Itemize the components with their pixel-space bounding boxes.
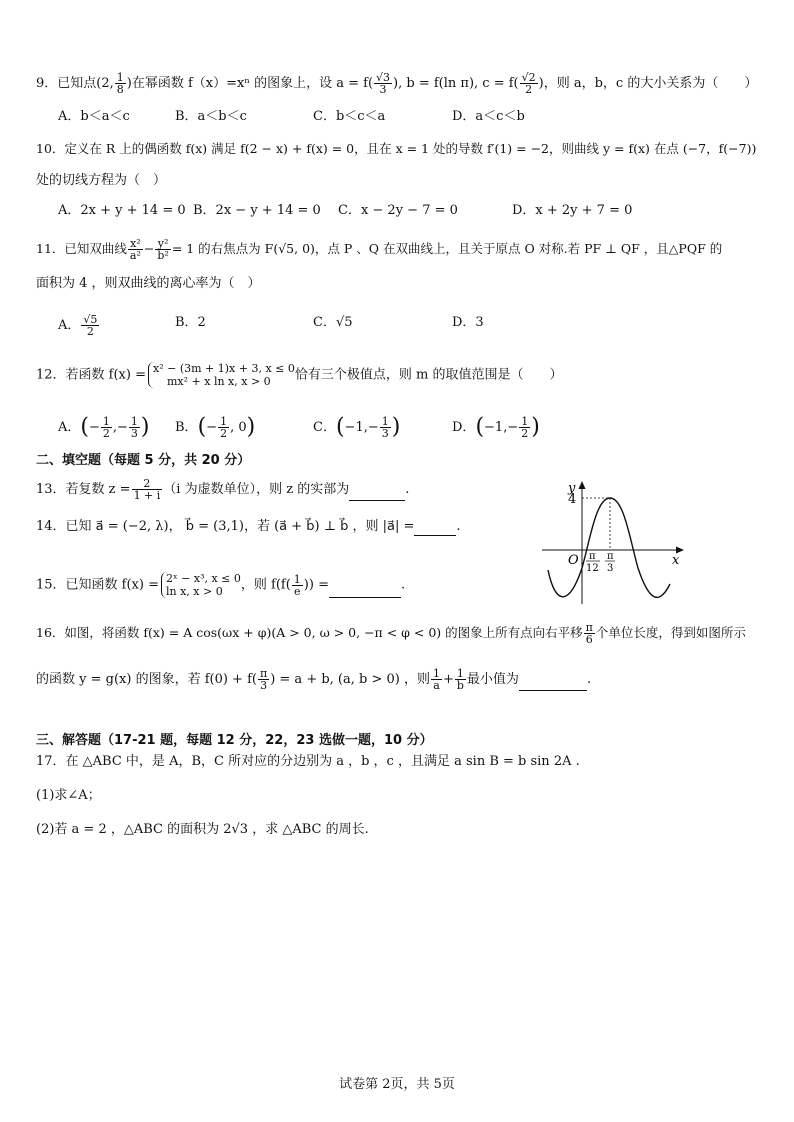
q9-option-a: A．b＜a＜c	[58, 109, 130, 124]
q10-line2: 处的切线方程为（ ）	[36, 173, 167, 188]
cosine-graph	[538, 478, 688, 606]
y-tick-label: 4	[568, 492, 577, 507]
x-tick1-den: 12	[586, 563, 599, 574]
question-9: 9．已知点(2, $\frac{1}{8}$ )在幂函数 f（x）=xⁿ 的图象上，设 a = f( $\frac{√3}{3}$ ), b = f(ln π), c = f( $\frac{√2}{2}$ )，则 a，b，c 的大小关系为（ ）	[36, 71, 758, 96]
x-tick2-den: 3	[607, 563, 614, 574]
y-axis-label: y	[568, 481, 576, 496]
q9-option-d: D．a＜c＜b	[452, 109, 525, 124]
q11-option-c: C．√5	[313, 315, 353, 330]
q12-option-c: C．(−1,− $\frac{1}{3}$ )	[313, 414, 401, 440]
q11-option-d: D．3	[452, 315, 484, 330]
question-12: 12．若函数 f(x) = x² − (3m + 1)x + 3, x ≤ 0 mx² + x ln x, x > 0 恰有三个极值点，则 m 的取值范围是（ ）	[36, 362, 563, 388]
q11-option-a: A． $\frac{√5}{2}$	[58, 313, 98, 338]
page-footer: 试卷第 2页，共 5页	[339, 1077, 455, 1092]
q15-answer-blank[interactable]	[329, 597, 401, 598]
q10-line1: 10．定义在 R 上的偶函数 f(x) 满足 f(2 − x) + f(x) = 0，且在 x = 1 处的导数 f′(1) = −2，则曲线 y = f(x) 在点 (−7，f(−7))	[36, 141, 757, 156]
x-tick2-num: π	[607, 551, 614, 562]
q9-a-fraction: $\frac{√3}{3}$	[376, 71, 391, 96]
section-3-heading: 三、解答题（17-21 题，每题 12 分，22，23 选做一题，10 分）	[36, 733, 433, 748]
q15-piecewise: 2ˣ − x³, x ≤ 0 ln x, x > 0	[161, 572, 241, 598]
q16-line1: 16．如图，将函数 f(x) = A cos(ωx + φ)(A > 0, ω > 0, −π < φ < 0) 的图象上所有点向右平移 $\frac{\pi}{6}$ 个单位长度，得到如图所示	[36, 621, 746, 646]
cosine-curve	[548, 498, 670, 597]
q11-option-b: B．2	[175, 315, 206, 330]
q10-option-a: A．2x + y + 14 = 0	[58, 203, 186, 218]
q10-option-b: B．2x − y + 14 = 0	[193, 203, 321, 218]
question-11: 11．已知双曲线 $\frac{\text{x²}}{\text{a²}}$ − $\frac{\text{y²}}{\text{b²}}$ = 1 的右焦点为 F(√5, 0)，点 P 、Q 在双曲线上，且关于原点 O 对称.若 PF ⊥ QF ，且△PQF 的	[36, 237, 723, 262]
q12-option-b: B．(− $\frac{1}{2}$ , 0)	[175, 414, 256, 440]
q11-x-fraction: $\frac{\text{x²}}{\text{a²}}$	[129, 237, 141, 262]
q9-point-fraction: $\frac{1}{8}$	[116, 71, 124, 96]
y-axis-arrow	[579, 481, 586, 489]
q11-line2: 面积为 4 ，则双曲线的离心率为（ ）	[36, 276, 261, 291]
q12-option-a: A．(− $\frac{1}{2}$ ,− $\frac{1}{3}$ )	[58, 414, 150, 440]
x-tick1-num: π	[589, 551, 596, 562]
question-13: 13．若复数 z = $\frac{2}{1 + i}$ （i 为虚数单位），则 z 的实部为 .	[36, 477, 410, 502]
q9-c-fraction: $\frac{√2}{2}$	[521, 71, 536, 96]
q16-line2: 的函数 y = g(x) 的图象，若 f(0) + f( $\frac{\pi}{3}$ ) = a + b, (a, b > 0) ，则 $\frac{1}{a}$ + $\frac{1}{b}$ 最小值为 .	[36, 667, 592, 692]
x-axis-label: x	[672, 553, 680, 568]
q14-answer-blank[interactable]	[414, 535, 456, 536]
q17-line1: 17．在 △ABC 中，是 A，B，C 所对应的分边别为 a ，b ，c ，且满足 a sin B = b sin 2A .	[36, 754, 580, 769]
q9-text-a: 9．已知点	[36, 76, 97, 91]
origin-label: O	[568, 553, 579, 568]
q13-fraction: $\frac{2}{1 + i}$	[133, 477, 161, 502]
q12-option-d: D．(−1,− $\frac{1}{2}$ )	[452, 414, 540, 440]
q10-option-c: C．x − 2y − 7 = 0	[338, 203, 458, 218]
question-15: 15．已知函数 f(x) = 2ˣ − x³, x ≤ 0 ln x, x > 0 ，则 f(f( $\frac{1}{e}$ )) = .	[36, 572, 406, 598]
section-2-heading: 二、填空题（每题 5 分，共 20 分）	[36, 453, 251, 468]
q17-part1: (1)求∠A；	[36, 788, 101, 803]
q13-answer-blank[interactable]	[349, 500, 405, 501]
q10-option-d: D．x + 2y + 7 = 0	[512, 203, 633, 218]
q17-part2: (2)若 a = 2 ，△ABC 的面积为 2√3 ，求 △ABC 的周长.	[36, 822, 369, 837]
q12-piecewise: x² − (3m + 1)x + 3, x ≤ 0 mx² + x ln x, x > 0	[148, 362, 295, 388]
q9-option-b: B．a＜b＜c	[175, 109, 247, 124]
q11-y-fraction: $\frac{\text{y²}}{\text{b²}}$	[157, 237, 169, 262]
q9-option-c: C．b＜c＜a	[313, 109, 386, 124]
q16-answer-blank[interactable]	[519, 690, 587, 691]
question-14: 14．已知 a⃗ = (−2, λ)， b⃗ = (3,1)，若 (a⃗ + b⃗) ⊥ b⃗ ，则 |a⃗| = .	[36, 519, 461, 534]
